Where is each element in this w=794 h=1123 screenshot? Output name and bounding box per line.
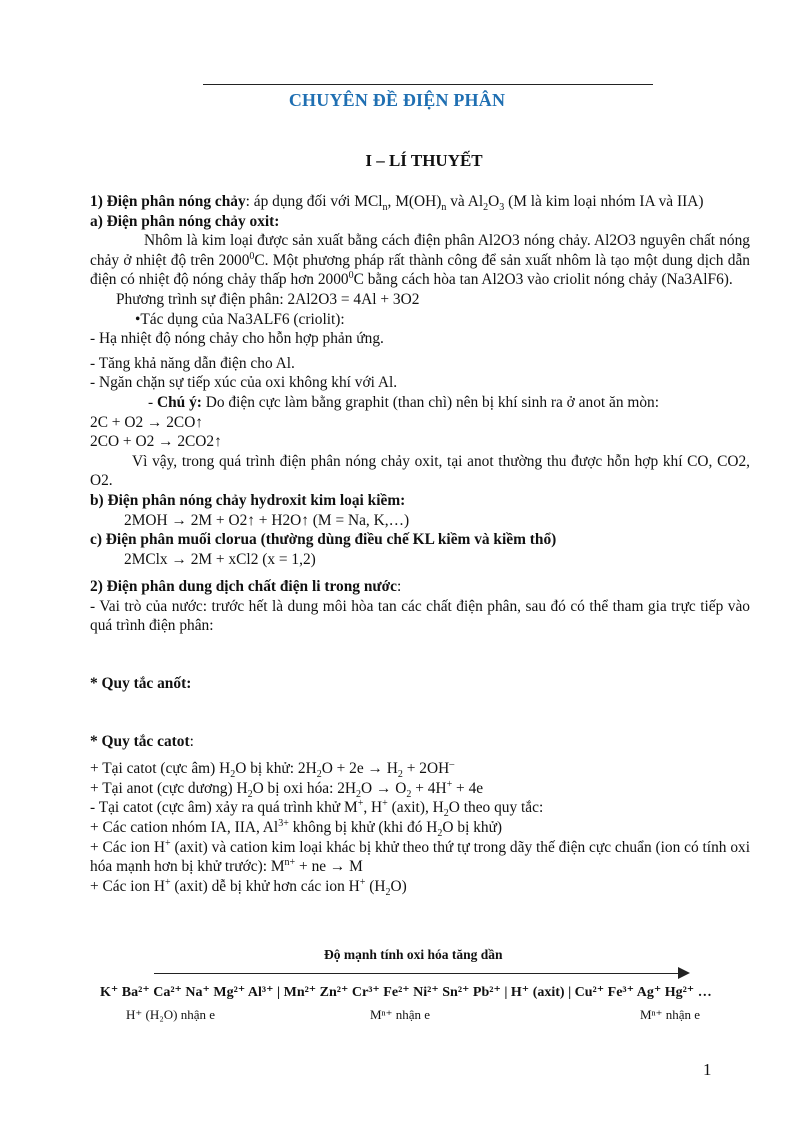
- paragraph-water-role: - Vai trò của nước: trước hết là dung môi hòa tan các chất điện phân, sau đó có thể tham gia trực tiếp vào quá trình điện phân:: [90, 597, 750, 635]
- rule-line-6: + Các ion H+ (axit) dễ bị khử hơn các ion H+ $(H_2O)$: [90, 876, 407, 898]
- label-middle: Mⁿ⁺ nhận e: [370, 1007, 431, 1022]
- subheading-b: b) Điện phân nóng chảy hydroxit kim loại kiềm:: [90, 491, 406, 509]
- diagram-title: Độ mạnh tính oxi hóa tăng dần: [324, 947, 503, 962]
- cathode-rule-heading: * Quy tắc catot:: [90, 732, 194, 750]
- header-rule: [203, 84, 653, 85]
- paragraph-aluminum: Nhôm là kim loại được sản xuất bằng cách điện phân Al2O3 nóng chảy. Al2O3 nguyên chất nóng chảy ở nhiệt độ trên 2000$^0$C. Một phương pháp rất thành công để sản xuất nhôm là tạo một dung dịch dẫn điện có nhiệt độ nóng chảy thấp hơn 2000$^0$C bằng cách hòa tan Al2O3 vào criolit nóng chảy (Na3AlF6).: [90, 232, 750, 289]
- subheading-a: a) Điện phân nóng chảy oxit:: [90, 212, 280, 230]
- reduction-series-diagram: [92, 942, 782, 1032]
- document-body: [90, 192, 750, 896]
- subheading-c: c) Điện phân muối clorua (thường dùng điều chế KL kiềm và kiềm thổ): [90, 531, 557, 549]
- ion-series: K⁺ Ba²⁺ Ca²⁺ Na⁺ Mg²⁺ Al³⁺ | Mn²⁺ Zn²⁺ Cr³⁺ Fe²⁺ Ni²⁺ Sn²⁺ Pb²⁺ | H⁺ (axit) | Cu²⁺ Fe³⁺ Ag⁺ Hg²⁺ …: [100, 985, 712, 1000]
- equation-electrolysis: Phương trình sự điện phân: 2Al2O3 = 4Al + 3O2: [116, 290, 420, 308]
- document-title: CHUYÊN ĐỀ ĐIỆN PHÂN: [288, 90, 506, 110]
- rule-line-2: + Tại anot (cực dương) $H_2O$ bị oxi hóa: $2H_2O \to O_2 + 4H^+ + 4e$: [90, 778, 484, 800]
- equation-2: 2CO + O2 → 2CO2↑: [90, 433, 222, 451]
- label-right: Mⁿ⁺ nhận e: [640, 1007, 701, 1022]
- paragraph-conclusion: Vì vậy, trong quá trình điện phân nóng chảy oxit, tại anot thường thu được hỗn hợp khí CO, CO2, O2.: [90, 452, 750, 490]
- page-number: 1: [703, 1060, 712, 1079]
- rule-line-4: + Các cation nhóm IA, IIA, $Al^{3+}$ không bị khử (khi đó $H_2O$ bị khử): [90, 817, 503, 840]
- equation-1: 2C + O2 → 2CO↑: [90, 413, 204, 431]
- anode-rule-heading: * Quy tắc anốt:: [90, 675, 192, 693]
- paragraph-molten-intro: 1) Điện phân nóng chảy: áp dụng đối với MCl$_n$, $M(OH)_n$ và $Al_2O_3$ (M là kim loại nhóm IA và IIA): [90, 193, 704, 214]
- section-heading: I – LÍ THUYẾT: [365, 151, 483, 170]
- note-line: - Chú ý: Do điện cực làm bằng graphit (than chì) nên bị khí sinh ra ở anot ăn mòn:: [148, 393, 660, 411]
- role-item-1: - Hạ nhiệt độ nóng chảy cho hỗn hợp phản ứng.: [90, 330, 384, 348]
- rule-line-3: - Tại catot (cực âm) xảy ra quá trình khử M+, H+ (axit), $H_2O$ theo quy tắc:: [90, 798, 544, 820]
- cryolite-role-heading: •Tác dụng của Na3ALF6 (criolit):: [135, 310, 345, 328]
- section-2-heading: 2) Điện phân dung dịch chất điện li trong nước:: [90, 578, 402, 596]
- rule-line-1: + Tại catot (cực âm) $H_2O$ bị khử: $2H_2O + 2e \to H_2 + 2OH^-$: [90, 759, 455, 781]
- role-item-2: - Tăng khả năng dẫn điện cho Al.: [90, 354, 295, 372]
- arrow-right-icon: [678, 967, 690, 979]
- diagram-arrow-line: [154, 973, 682, 974]
- equation-hydroxide: 2MOH → 2M + O2↑ + H2O↑ (M = Na, K,…): [124, 511, 410, 529]
- rule-line-5: + Các ion H+ (axit) và cation kim loại khác bị khử theo thứ tự trong dãy thế điện cực chuẩn (ion có tính oxi hóa mạnh hơn bị khử trước): $M^{n+}$ + ne → M: [90, 837, 750, 876]
- label-left: H⁺ (H₂O) nhận e: [126, 1007, 216, 1022]
- equation-chloride: 2MClx → 2M + xCl2 (x = 1,2): [124, 550, 316, 568]
- role-item-3: - Ngăn chặn sự tiếp xúc của oxi không khí với Al.: [90, 374, 398, 392]
